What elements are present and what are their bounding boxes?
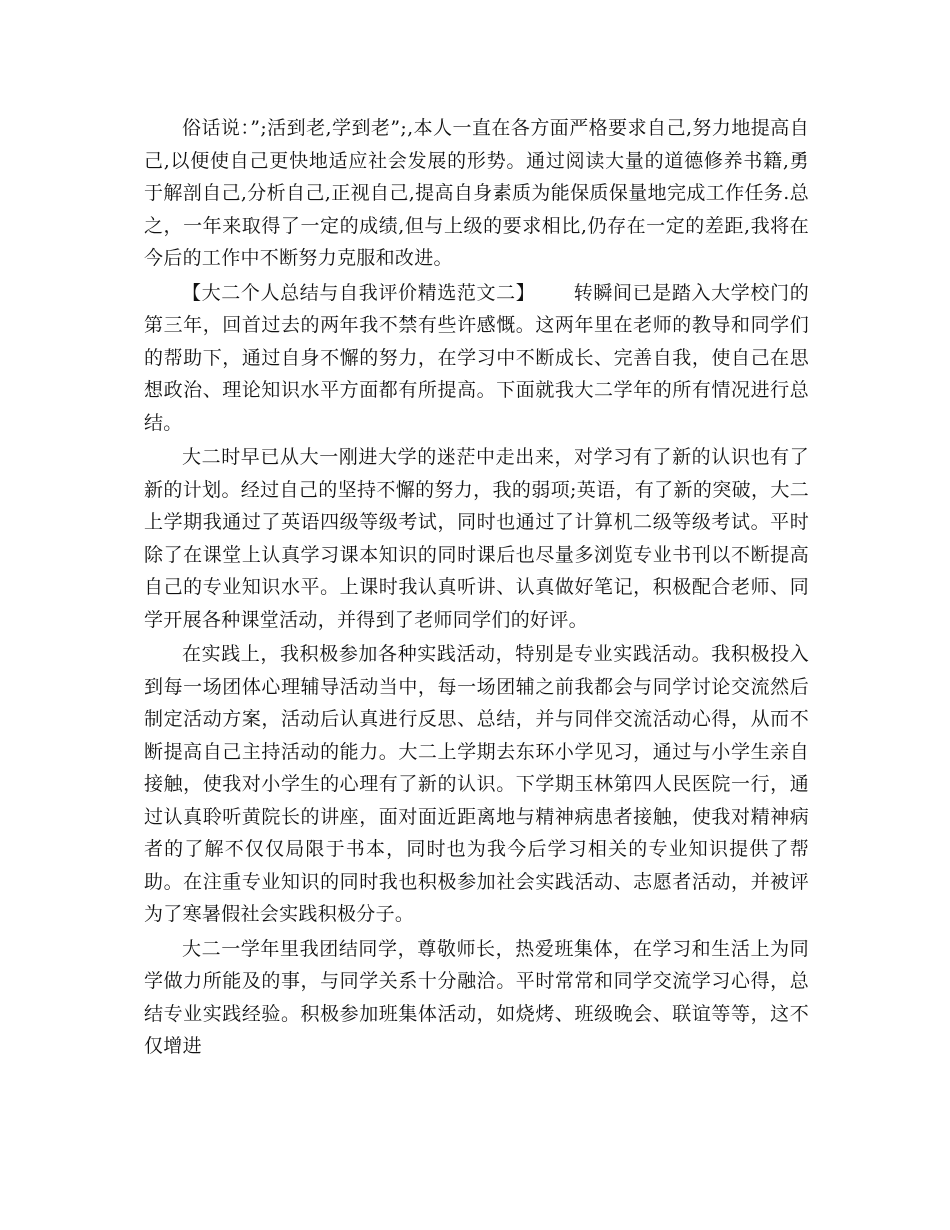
paragraph-1-text: 俗话说：”;活到老,学到老”;,本人一直在各方面严格要求自己,努力地提高自己,以便使自己更快地适应社会发展的形势。通过阅读大量的道德修养书籍,勇于解剖自己,分析自己,正视自己,提高自身素质为能保质保量地完成工作任务.总之，一年来取得了一定的成绩,但与上级的要求相比,仍存在一定的差距,我将在今后的工作中不断努力克服和改进。 [144,117,809,269]
paragraph-2 [144,277,809,440]
paragraph-3-text: 大二时早已从大一刚进大学的迷茫中走出来，对学习有了新的认识也有了新的计划。经过自己的坚持不懈的努力，我的弱项;英语，有了新的突破，大二上学期我通过了英语四级等级考试，同时也通过了计算机二级等级考试。平时除了在课堂上认真学习课本知识的同时课后也尽量多浏览专业书刊以不断提高自己的专业知识水平。上课时我认真听讲、认真做好笔记，积极配合老师、同学开展各种课堂活动，并得到了老师同学们的好评。 [144,446,809,631]
paragraph-4 [144,638,809,931]
paragraph-1 [144,112,809,275]
section-heading: 【大二个人总结与自我评价精选范文二】 [182,281,536,304]
paragraph-4-text: 在实践上，我积极参加各种实践活动，特别是专业实践活动。我积极投入到每一场团体心理辅导活动当中，每一场团辅之前我都会与同学讨论交流然后制定活动方案，活动后认真进行反思、总结，并与同伴交流活动心得，从而不断提高自己主持活动的能力。大二上学期去东环小学见习，通过与小学生亲自接触，使我对小学生的心理有了新的认识。下学期玉林第四人民医院一行，通过认真聆听黄院长的讲座，面对面近距离地与精神病患者接触，使我对精神病者的了解不仅仅局限于书本，同时也为我今后学习相关的专业知识提供了帮助。在注重专业知识的同时我也积极参加社会实践活动、志愿者活动，并被评为了寒暑假社会实践积极分子。 [144,643,809,925]
paragraph-2-text: 转瞬间已是踏入大学校门的第三年，回首过去的两年我不禁有些许感慨。这两年里在老师的教导和同学们的帮助下，通过自身不懈的努力，在学习中不断成长、完善自我，使自己在思想政治、理论知识水平方面都有所提高。下面就我大二学年的所有情况进行总结。 [144,281,810,434]
paragraph-3 [144,441,809,636]
paragraph-5 [144,933,809,1063]
paragraph-5-text: 大二一学年里我团结同学，尊敬师长，热爱班集体，在学习和生活上为同学做力所能及的事，与同学关系十分融洽。平时常常和同学交流学习心得，总结专业实践经验。积极参加班集体活动，如烧烤、班级晚会、联谊等等，这不仅增进 [144,937,809,1057]
document-body [144,112,809,1065]
